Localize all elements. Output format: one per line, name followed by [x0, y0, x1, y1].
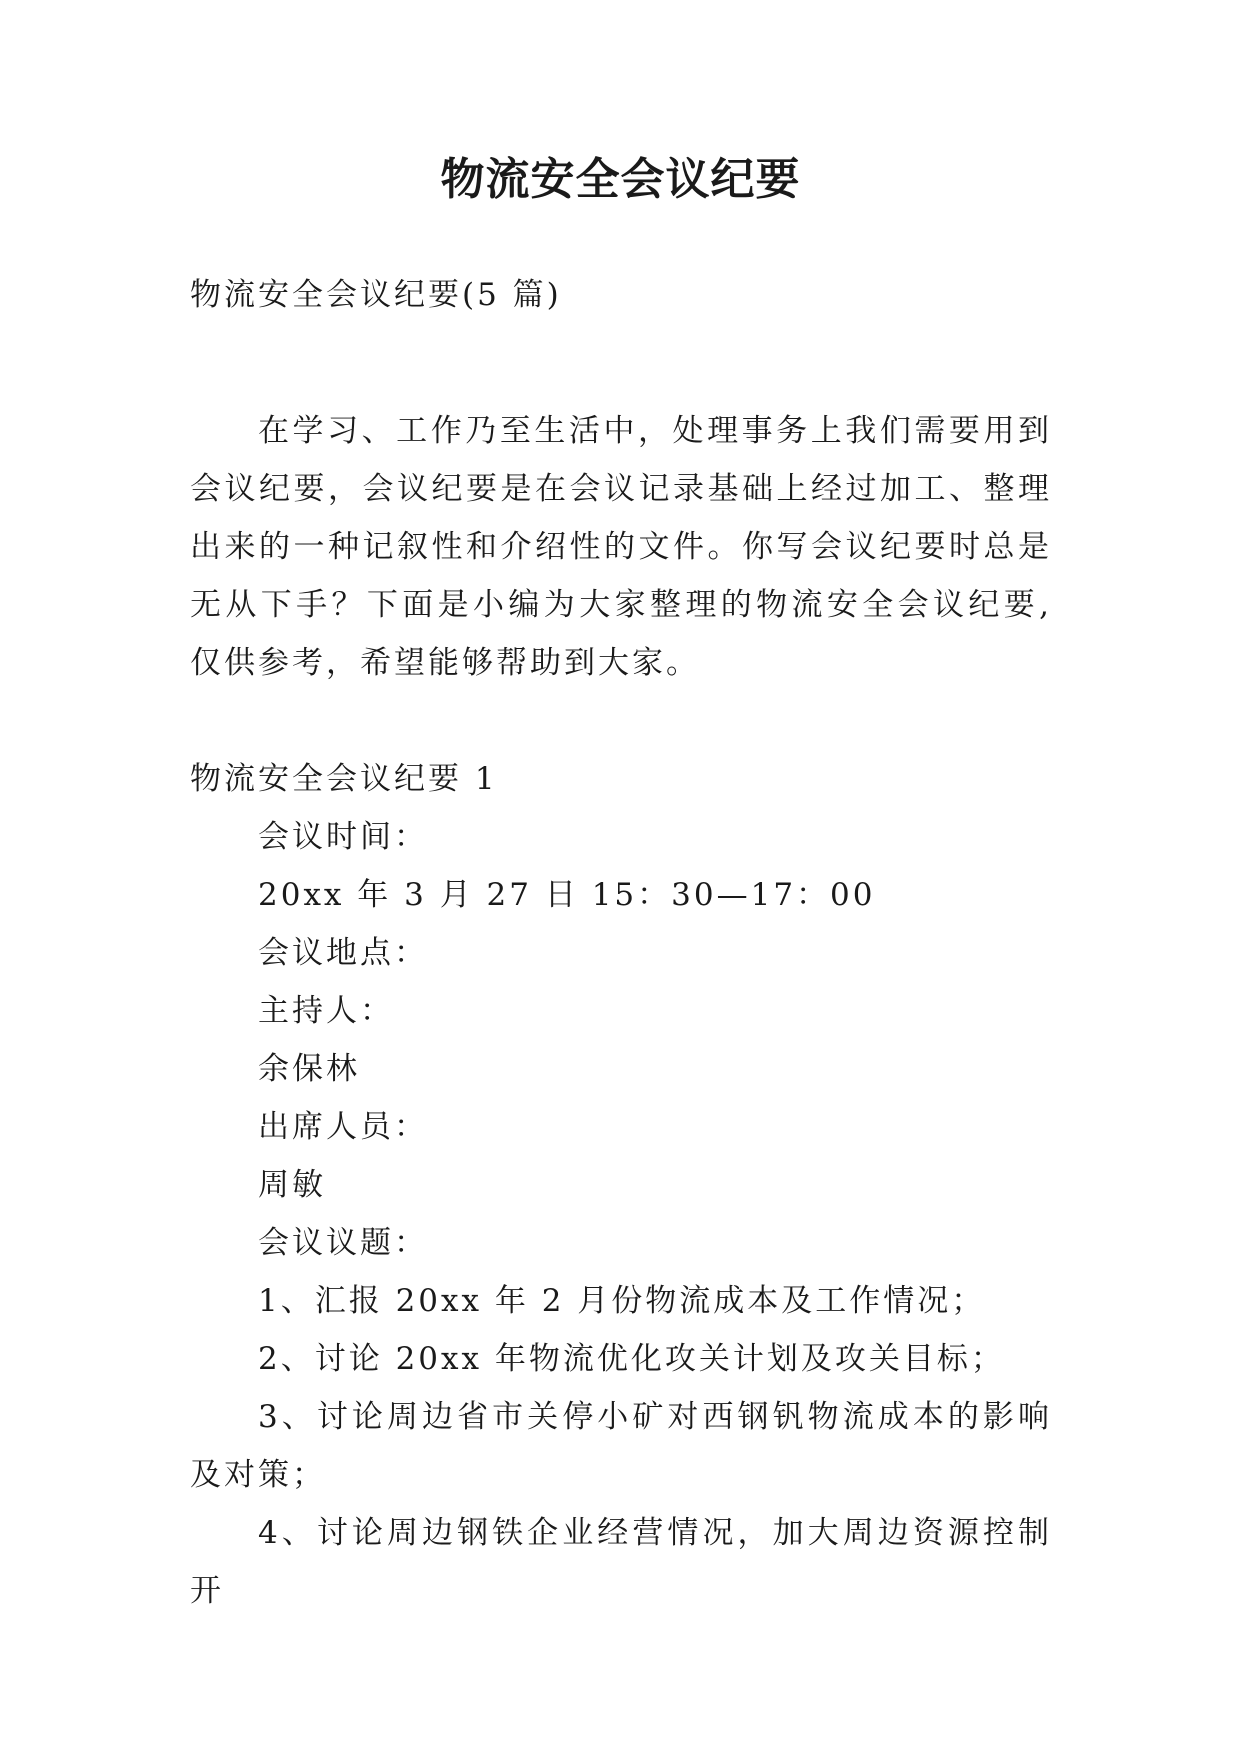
meeting-time-label: 会议时间：: [258, 819, 428, 855]
meeting-location-label: 会议地点：: [258, 935, 428, 971]
host-label: 主持人：: [258, 993, 394, 1029]
meeting-time-value: 20xx 年 3 月 27 日 15：30—17：00: [258, 877, 876, 913]
intro-paragraph: 在学习、工作乃至生活中，处理事务上我们需要用到会议纪要，会议纪要是在会议记录基础上经过加工、整理出来的一种记叙性和介绍性的文件。你写会议纪要时总是无从下手？下面是小编为大家整理的物流安全会议纪要,仅供参考，希望能够帮助到大家。: [190, 413, 1052, 681]
agenda-item: 3、讨论周边省市关停小矿对西钢钒物流成本的影响及对策；: [190, 1399, 1052, 1493]
agenda-label: 会议议题：: [258, 1225, 428, 1261]
meeting-details: [190, 808, 1052, 1620]
document-subtitle: 物流安全会议纪要(5 篇): [190, 277, 562, 313]
attendees-label: 出席人员：: [258, 1109, 428, 1145]
document-title: 物流安全会议纪要: [440, 154, 801, 205]
host-value: 余保林: [258, 1051, 360, 1087]
agenda-item: 2、讨论 20xx 年物流优化攻关计划及攻关目标；: [258, 1341, 1005, 1377]
attendees-value: 周敏: [258, 1167, 326, 1203]
agenda-item: 1、汇报 20xx 年 2 月份物流成本及工作情况；: [258, 1283, 986, 1319]
section-heading: 物流安全会议纪要 1: [190, 761, 498, 797]
agenda-item: 4、讨论周边钢铁企业经营情况，加大周边资源控制开: [190, 1515, 1052, 1609]
